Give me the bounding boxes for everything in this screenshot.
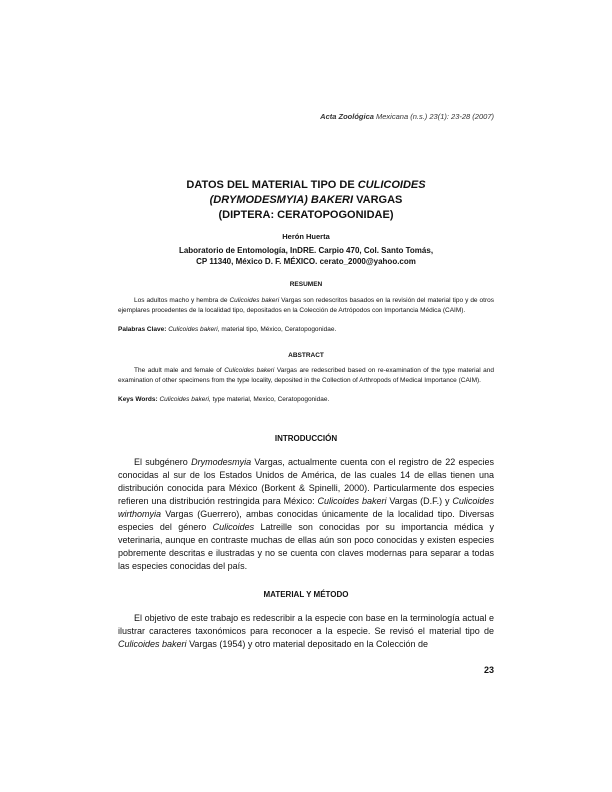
intro-text-7: Vargas (Guerrero), ambas conocidas únicamente de la localidad tipo. Diversas especies del género [118, 509, 494, 532]
keys-species: Culicoides bakeri, [159, 396, 211, 403]
title-genus: CULICOIDES [357, 179, 426, 191]
paper-title [0, 178, 612, 223]
keywords-species: Culicoides bakeri, [168, 326, 220, 333]
intro-text-1: El subgénero [134, 457, 188, 467]
journal-issue: Mexicana (n.s.) 23(1): 23-28 (2007) [376, 112, 494, 121]
abstract-keywords [118, 395, 494, 405]
title-family: (DIPTERA: CERATOPOGONIDAE) [218, 209, 394, 221]
intro-text-5: Vargas (D.F.) y [389, 496, 450, 506]
resumen-text-b: Vargas son redescritos basados en la revisión del material tipo y de otros ejemplares procedentes de la localidad tipo, depositados en la Colección de Artrópodos con Importancia Médica (CAIM). [118, 297, 494, 314]
title-species: (DRYMODESMYIA) BAKERI [209, 194, 354, 206]
abstract-species: Culicoides bakeri [224, 367, 275, 374]
journal-citation [320, 112, 494, 121]
title-line1: DATOS DEL MATERIAL TIPO DE [186, 179, 358, 191]
affiliation-line2: CP 11340, México D. F. MÉXICO. cerato_2000@yahoo.com [196, 257, 416, 266]
resumen-keywords [118, 325, 494, 335]
title-author: VARGAS [353, 194, 403, 206]
intro-text-3: Vargas, actualmente cuenta con el registro de 22 especies conocidas al sur de los Estados Unidos de América, de las cuales 14 de ellas tienen una distribución conocida para México (Borkent & Spinelli, 2000). Particularmente dos especies refieren una distribución restringida para México: [118, 457, 494, 506]
affiliation-line1: Laboratorio de Entomología, InDRE. Carpio 470, Col. Santo Tomás, [178, 246, 434, 255]
resumen-paragraph [118, 296, 494, 315]
intro-species-2: Culicoides wirthomyia [118, 496, 494, 519]
resumen-species: Culicoides bakeri [229, 297, 280, 304]
keys-label: Keys Words: [118, 396, 158, 403]
intro-heading: INTRODUCCIÓN [274, 434, 338, 443]
journal-name: Acta Zoológica [320, 112, 374, 121]
resumen-heading: RESUMEN [289, 281, 323, 288]
abstract-paragraph [118, 366, 494, 385]
methods-paragraph [118, 612, 494, 651]
intro-text-9: Latreille son conocidas por su importancia médica y veterinaria, aunque en contraste muchas de ellas aún son poco conocidas y existen especies pobremente descritas e ilustradas y no se cuenta con claves modernas para separar a todas las especies conocidas del país. [118, 522, 494, 571]
intro-paragraph [118, 456, 494, 573]
methods-text-3: Vargas (1954) y otro material depositado en la Colección de [189, 639, 429, 649]
methods-text-1: El objetivo de este trabajo es redescribir a la especie con base en la terminología actual e ilustrar caracteres taxonómicos para reconocer a la especie. Se revisó el material tipo de [118, 613, 494, 636]
abstract-text-b: Vargas are redescribed based on re-examination of the type material and examination of other specimens from the type locality, deposited in the Collection of Arthropods of Medical Importance (CAIM). [118, 367, 495, 384]
methods-heading: MATERIAL Y MÉTODO [263, 590, 349, 599]
intro-genus: Culicoides [212, 522, 255, 532]
page-number: 23 [483, 665, 494, 675]
keywords-text: material tipo, México, Ceratopogonidae. [221, 326, 337, 333]
author-name: Herón Huerta [282, 232, 330, 241]
intro-species-1: Culicoides bakeri [317, 496, 387, 506]
intro-subgenus: Drymodesmyia [191, 457, 252, 467]
resumen-text-a: Los adultos macho y hembra de [134, 297, 228, 304]
abstract-heading: ABSTRACT [288, 352, 324, 359]
keywords-label: Palabras Clave: [118, 326, 167, 333]
affiliation [0, 245, 612, 267]
abstract-text-a: The adult male and female of [134, 367, 222, 374]
keys-text: type material, Mexico, Ceratopogonidae. [212, 396, 330, 403]
methods-species: Culicoides bakeri [118, 639, 187, 649]
